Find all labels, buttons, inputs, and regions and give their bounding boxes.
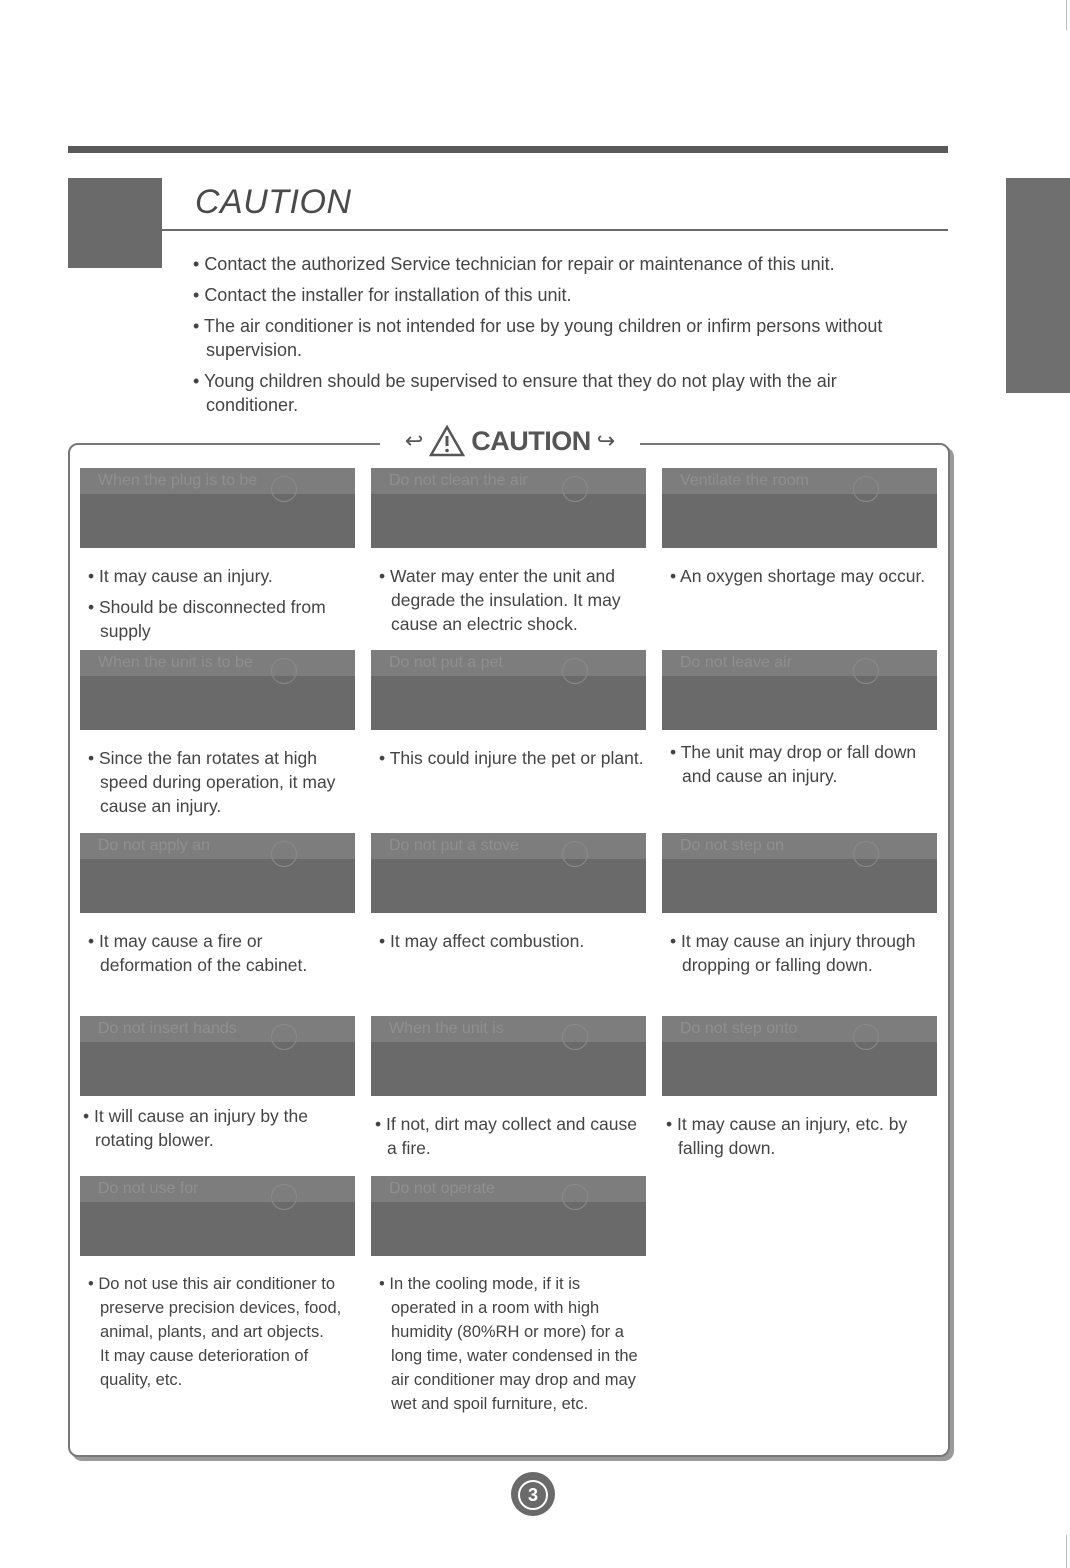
cell-bullets: [80, 1272, 355, 1392]
banner-label: Do not use for: [80, 1176, 355, 1202]
edge-line: [1066, 1535, 1067, 1568]
cell-bullets: [80, 929, 355, 977]
caution-box-title: CAUTION: [471, 425, 591, 456]
cell-bullet: • It may cause an injury.: [88, 564, 355, 588]
intro-list: [193, 252, 933, 424]
cell-bullets: [662, 929, 937, 977]
caution-cell: [80, 833, 355, 984]
cell-banner: [371, 1176, 646, 1256]
banner-mark: [853, 841, 879, 867]
cell-bullet-text: Do not use this air conditioner to preserve precision devices, food, animal, plants, and art objects.: [98, 1275, 342, 1341]
banner-mark: [562, 476, 588, 502]
banner-mark: [562, 1024, 588, 1050]
banner-mark: [562, 841, 588, 867]
banner-mark: [271, 841, 297, 867]
cell-bullets: [662, 1112, 937, 1160]
banner-mark: [853, 1024, 879, 1050]
top-rule: [68, 146, 948, 153]
cell-bullet: • An oxygen shortage may occur.: [670, 564, 937, 588]
cell-bullets: [371, 1272, 646, 1416]
section-title: CAUTION: [195, 183, 352, 221]
banner-mark: [853, 658, 879, 684]
banner-mark: [562, 658, 588, 684]
cell-bullet: • Since the fan rotates at high speed during operation, it may cause an injury.: [88, 746, 355, 818]
cell-banner: [80, 833, 355, 913]
cell-bullet: • The unit may drop or fall down and cause an injury.: [670, 740, 937, 788]
caution-cell: [371, 1176, 646, 1423]
banner-label: Do not leave air: [662, 650, 937, 676]
caution-box-header: [380, 422, 640, 460]
cell-bullets: [80, 564, 355, 643]
banner-label: When the unit is to be: [80, 650, 355, 676]
cell-bullets: [371, 564, 646, 636]
cell-banner: [662, 650, 937, 730]
intro-item: • Contact the installer for installation of this unit.: [193, 283, 933, 307]
edge-line: [1066, 0, 1067, 30]
cell-bullet: • In the cooling mode, if it is operated in a room with high humidity (80%RH or more) for a long time, water condensed in the air conditioner may drop and may wet and spoil furniture, etc.: [379, 1272, 646, 1416]
intro-item: • Young children should be supervised to ensure that they do not play with the air conditioner.: [193, 369, 933, 417]
intro-item: • The air conditioner is not intended for use by young children or infirm persons without supervision.: [193, 314, 933, 362]
cell-banner: [80, 650, 355, 730]
banner-mark: [562, 1184, 588, 1210]
banner-label: Do not put a stove: [371, 833, 646, 859]
caution-cell: [371, 1016, 646, 1167]
cell-bullets: [371, 929, 646, 953]
cell-bullets: [371, 746, 646, 770]
caution-cell: [371, 833, 646, 960]
section-marker: [68, 178, 162, 268]
caution-cell: [80, 1176, 355, 1399]
section-rule: [162, 229, 948, 231]
cell-bullet: • It may cause a fire or deformation of the cabinet.: [88, 929, 355, 977]
caution-cell: [80, 1016, 355, 1159]
banner-label: Do not operate: [371, 1176, 646, 1202]
intro-item: • Contact the authorized Service technician for repair or maintenance of this unit.: [193, 252, 933, 276]
cell-bullet: [88, 1272, 355, 1392]
cell-banner: [662, 468, 937, 548]
banner-label: When the unit is: [371, 1016, 646, 1042]
curl-right-icon: ↪: [596, 428, 616, 453]
cell-bullets: [80, 1104, 355, 1152]
cell-bullet: • It may cause an injury through dropping or falling down.: [670, 929, 937, 977]
caution-cell: [662, 833, 937, 984]
caution-cell: [80, 468, 355, 650]
cell-banner: [371, 833, 646, 913]
caution-cell: [371, 650, 646, 777]
cell-banner: [80, 1016, 355, 1096]
cell-banner: [80, 1176, 355, 1256]
banner-label: When the plug is to be: [80, 468, 355, 494]
banner-label: Do not step on: [662, 833, 937, 859]
caution-cell: [662, 1016, 937, 1167]
curl-left-icon: ↩: [404, 428, 424, 453]
banner-label: Ventilate the room: [662, 468, 937, 494]
banner-label: Do not insert hands: [80, 1016, 355, 1042]
banner-mark: [271, 658, 297, 684]
warning-triangle-icon: [429, 425, 465, 457]
banner-mark: [271, 1184, 297, 1210]
cell-bullets: [662, 564, 937, 588]
cell-bullets: [371, 1112, 646, 1160]
cell-banner: [371, 1016, 646, 1096]
banner-label: Do not put a pet: [371, 650, 646, 676]
cell-banner: [662, 833, 937, 913]
page-number-label: 3: [518, 1480, 548, 1510]
cell-bullets: [80, 746, 355, 818]
banner-label: Do not clean the air: [371, 468, 646, 494]
banner-label: Do not step onto: [662, 1016, 937, 1042]
banner-mark: [271, 1024, 297, 1050]
page-number: [511, 1472, 555, 1516]
cell-bullet-extra: It may cause deterioration of quality, etc.: [100, 1347, 309, 1389]
cell-bullets: [662, 740, 937, 788]
caution-cell: [80, 650, 355, 825]
cell-bullet: • If not, dirt may collect and cause a fire.: [375, 1112, 646, 1160]
banner-mark: [853, 476, 879, 502]
cell-banner: [662, 1016, 937, 1096]
cell-bullet: • Water may enter the unit and degrade the insulation. It may cause an electric shock.: [379, 564, 646, 636]
banner-label: Do not apply an: [80, 833, 355, 859]
cell-bullet: • This could injure the pet or plant.: [379, 746, 646, 770]
cell-bullet: • It will cause an injury by the rotating blower.: [83, 1104, 355, 1152]
cell-bullet: • It may affect combustion.: [379, 929, 646, 953]
cell-banner: [371, 468, 646, 548]
caution-cell: [662, 468, 937, 595]
cell-banner: [80, 468, 355, 548]
side-tab: [1006, 178, 1070, 393]
banner-mark: [271, 476, 297, 502]
cell-bullet: • It may cause an injury, etc. by falling down.: [666, 1112, 937, 1160]
cell-bullet: • Should be disconnected from supply: [88, 595, 355, 643]
caution-cell: [371, 468, 646, 643]
cell-banner: [371, 650, 646, 730]
caution-cell: [662, 650, 937, 795]
